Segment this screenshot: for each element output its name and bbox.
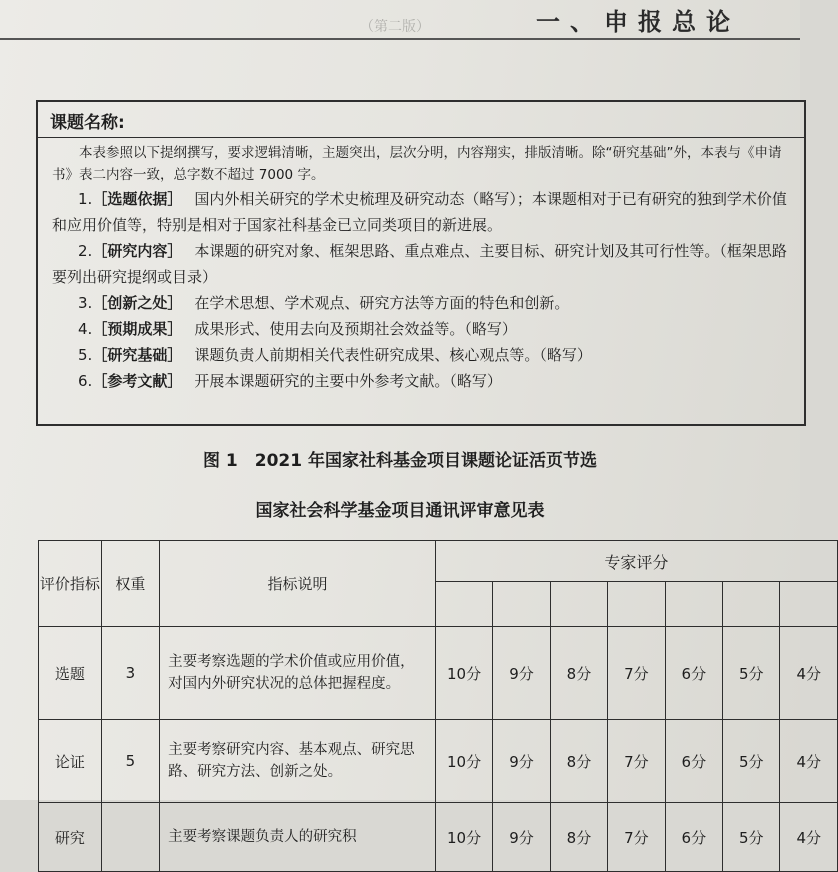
table-row bbox=[39, 627, 838, 720]
score-cell: 4分 bbox=[780, 803, 838, 872]
score-cell: 9分 bbox=[493, 803, 550, 872]
outline-item-tag: ［研究基础］ bbox=[92, 346, 183, 364]
outline-item-text: 课题负责人前期相关代表性研究成果、核心观点等。（略写） bbox=[194, 346, 592, 364]
form-heading: 课题名称: bbox=[38, 102, 804, 138]
score-cell: 5分 bbox=[723, 803, 780, 872]
row-description: 主要考察课题负责人的研究积 bbox=[160, 803, 436, 872]
header-description: 指标说明 bbox=[160, 541, 436, 627]
outline-item bbox=[38, 368, 804, 394]
chapter-title: 一、申报总论 bbox=[536, 8, 740, 36]
score-header bbox=[723, 582, 780, 627]
outline-item-num: 4. bbox=[78, 320, 93, 338]
score-cell: 8分 bbox=[550, 627, 607, 720]
outline-item-tag: ［参考文献］ bbox=[92, 372, 183, 390]
outline-item-num: 3. bbox=[78, 294, 93, 312]
score-cell: 7分 bbox=[608, 627, 665, 720]
outline-item bbox=[38, 290, 804, 316]
score-cell: 5分 bbox=[723, 720, 780, 803]
header-expert-score: 专家评分 bbox=[435, 541, 837, 582]
outline-item bbox=[38, 316, 804, 342]
row-weight bbox=[101, 803, 159, 872]
outline-item-text: 国内外相关研究的学术史梳理及研究动态（略写）；本课题相对于已有研究的独到学术价值和应用价值等，特别是相对于国家社科基金已立同类项目的新进展。 bbox=[52, 190, 787, 234]
row-indicator: 论证 bbox=[39, 720, 102, 803]
outline-item-num: 6. bbox=[78, 372, 93, 390]
score-cell: 7分 bbox=[608, 720, 665, 803]
score-cell: 9分 bbox=[493, 720, 550, 803]
outline-item bbox=[38, 342, 804, 368]
form-intro bbox=[38, 138, 804, 186]
row-indicator: 研究 bbox=[39, 803, 102, 872]
outline-item bbox=[38, 238, 804, 290]
score-cell: 4分 bbox=[780, 720, 838, 803]
score-header bbox=[780, 582, 838, 627]
outline-item-num: 5. bbox=[78, 346, 93, 364]
outline-item-num: 1. bbox=[78, 190, 93, 208]
form-excerpt-box bbox=[36, 100, 806, 426]
table-row bbox=[39, 720, 838, 803]
header-indicator: 评价指标 bbox=[39, 541, 102, 627]
row-description: 主要考察研究内容、基本观点、研究思路、研究方法、创新之处。 bbox=[160, 720, 436, 803]
outline-item bbox=[38, 186, 804, 238]
score-header bbox=[608, 582, 665, 627]
outline-item-tag: ［创新之处］ bbox=[92, 294, 183, 312]
score-header bbox=[493, 582, 550, 627]
row-weight: 5 bbox=[101, 720, 159, 803]
row-indicator: 选题 bbox=[39, 627, 102, 720]
header-weight: 权重 bbox=[101, 541, 159, 627]
outline-item-text: 本课题的研究对象、框架思路、重点难点、主要目标、研究计划及其可行性等。（框架思路要列出研究提纲或目录） bbox=[52, 242, 787, 286]
table-row bbox=[39, 803, 838, 872]
score-cell: 10分 bbox=[435, 720, 492, 803]
outline-item-tag: ［选题依据］ bbox=[92, 190, 183, 208]
outline-item-tag: ［预期成果］ bbox=[92, 320, 183, 338]
score-cell: 4分 bbox=[780, 627, 838, 720]
score-cell: 6分 bbox=[665, 627, 722, 720]
outline-item-tag: ［研究内容］ bbox=[92, 242, 183, 260]
score-cell: 7分 bbox=[608, 803, 665, 872]
score-cell: 10分 bbox=[435, 627, 492, 720]
score-cell: 8分 bbox=[550, 803, 607, 872]
row-weight: 3 bbox=[101, 627, 159, 720]
figure-caption: 图 1 2021 年国家社科基金项目课题论证活页节选 bbox=[203, 451, 597, 471]
header-subtitle: （第二版） bbox=[360, 19, 430, 35]
outline-item-text: 成果形式、使用去向及预期社会效益等。（略写） bbox=[194, 320, 517, 338]
outline-item-num: 2. bbox=[78, 242, 93, 260]
score-header bbox=[665, 582, 722, 627]
outline-item-text: 开展本课题研究的主要中外参考文献。（略写） bbox=[194, 372, 502, 390]
score-cell: 6分 bbox=[665, 803, 722, 872]
score-header bbox=[550, 582, 607, 627]
score-cell: 5分 bbox=[723, 627, 780, 720]
review-table bbox=[38, 540, 838, 872]
score-header bbox=[435, 582, 492, 627]
table-title: 国家社会科学基金项目通讯评审意见表 bbox=[255, 501, 545, 521]
header-rule bbox=[0, 38, 800, 40]
score-cell: 10分 bbox=[435, 803, 492, 872]
form-intro-text: 本表参照以下提纲撰写，要求逻辑清晰，主题突出，层次分明，内容翔实，排版清晰。除“研究基础”外，本表与《申请书》表二内容一致，总字数不超过 7000 字。 bbox=[52, 145, 782, 183]
score-cell: 9分 bbox=[493, 627, 550, 720]
outline-item-text: 在学术思想、学术观点、研究方法等方面的特色和创新。 bbox=[194, 294, 570, 312]
score-cell: 8分 bbox=[550, 720, 607, 803]
score-cell: 6分 bbox=[665, 720, 722, 803]
row-description: 主要考察选题的学术价值或应用价值，对国内外研究状况的总体把握程度。 bbox=[160, 627, 436, 720]
